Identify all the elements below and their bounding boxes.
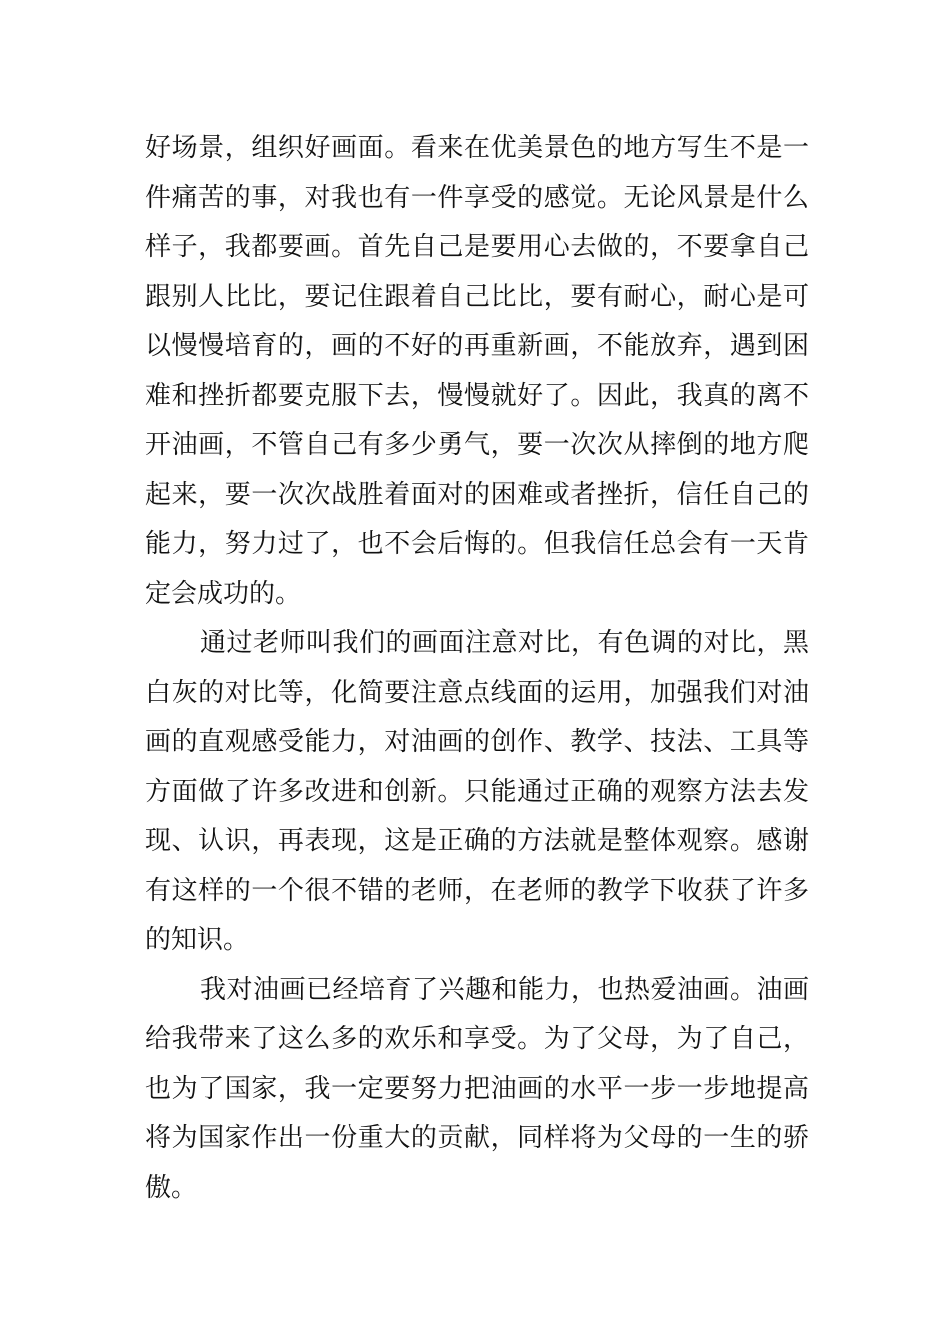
paragraph-conclusion: 我对油画已经培育了兴趣和能力，也热爱油画。油画给我带来了这么多的欢乐和享受。为了父母，为了自己，也为了国家，我一定要努力把油画的水平一步一步地提高将为国家作出一份重大的贡献，同样将为父母的一生的骄傲。 xyxy=(145,974,809,1203)
document-body xyxy=(145,124,809,1213)
paragraph-teacher-feedback: 通过老师叫我们的画面注意对比，有色调的对比，黑白灰的对比等，化简要注意点线面的运用，加强我们对油画的直观感受能力，对油画的创作、教学、技法、工具等方面做了许多改进和创新。只能通过正确的观察方法去发现、认识，再表现，这是正确的方法就是整体观察。感谢有这样的一个很不错的老师，在老师的教学下收获了许多的知识。 xyxy=(145,628,809,955)
paragraph-continued: 好场景，组织好画面。看来在优美景色的地方写生不是一件痛苦的事，对我也有一件享受的感觉。无论风景是什么样子，我都要画。首先自己是要用心去做的，不要拿自己跟别人比比，要记住跟着自己比比，要有耐心，耐心是可以慢慢培育的，画的不好的再重新画，不能放弃，遇到困难和挫折都要克服下去，慢慢就好了。因此，我真的离不开油画，不管自己有多少勇气，要一次次从摔倒的地方爬起来，要一次次战胜着面对的困难或者挫折，信任自己的能力，努力过了，也不会后悔的。但我信任总会有一天肯定会成功的。 xyxy=(145,133,809,609)
